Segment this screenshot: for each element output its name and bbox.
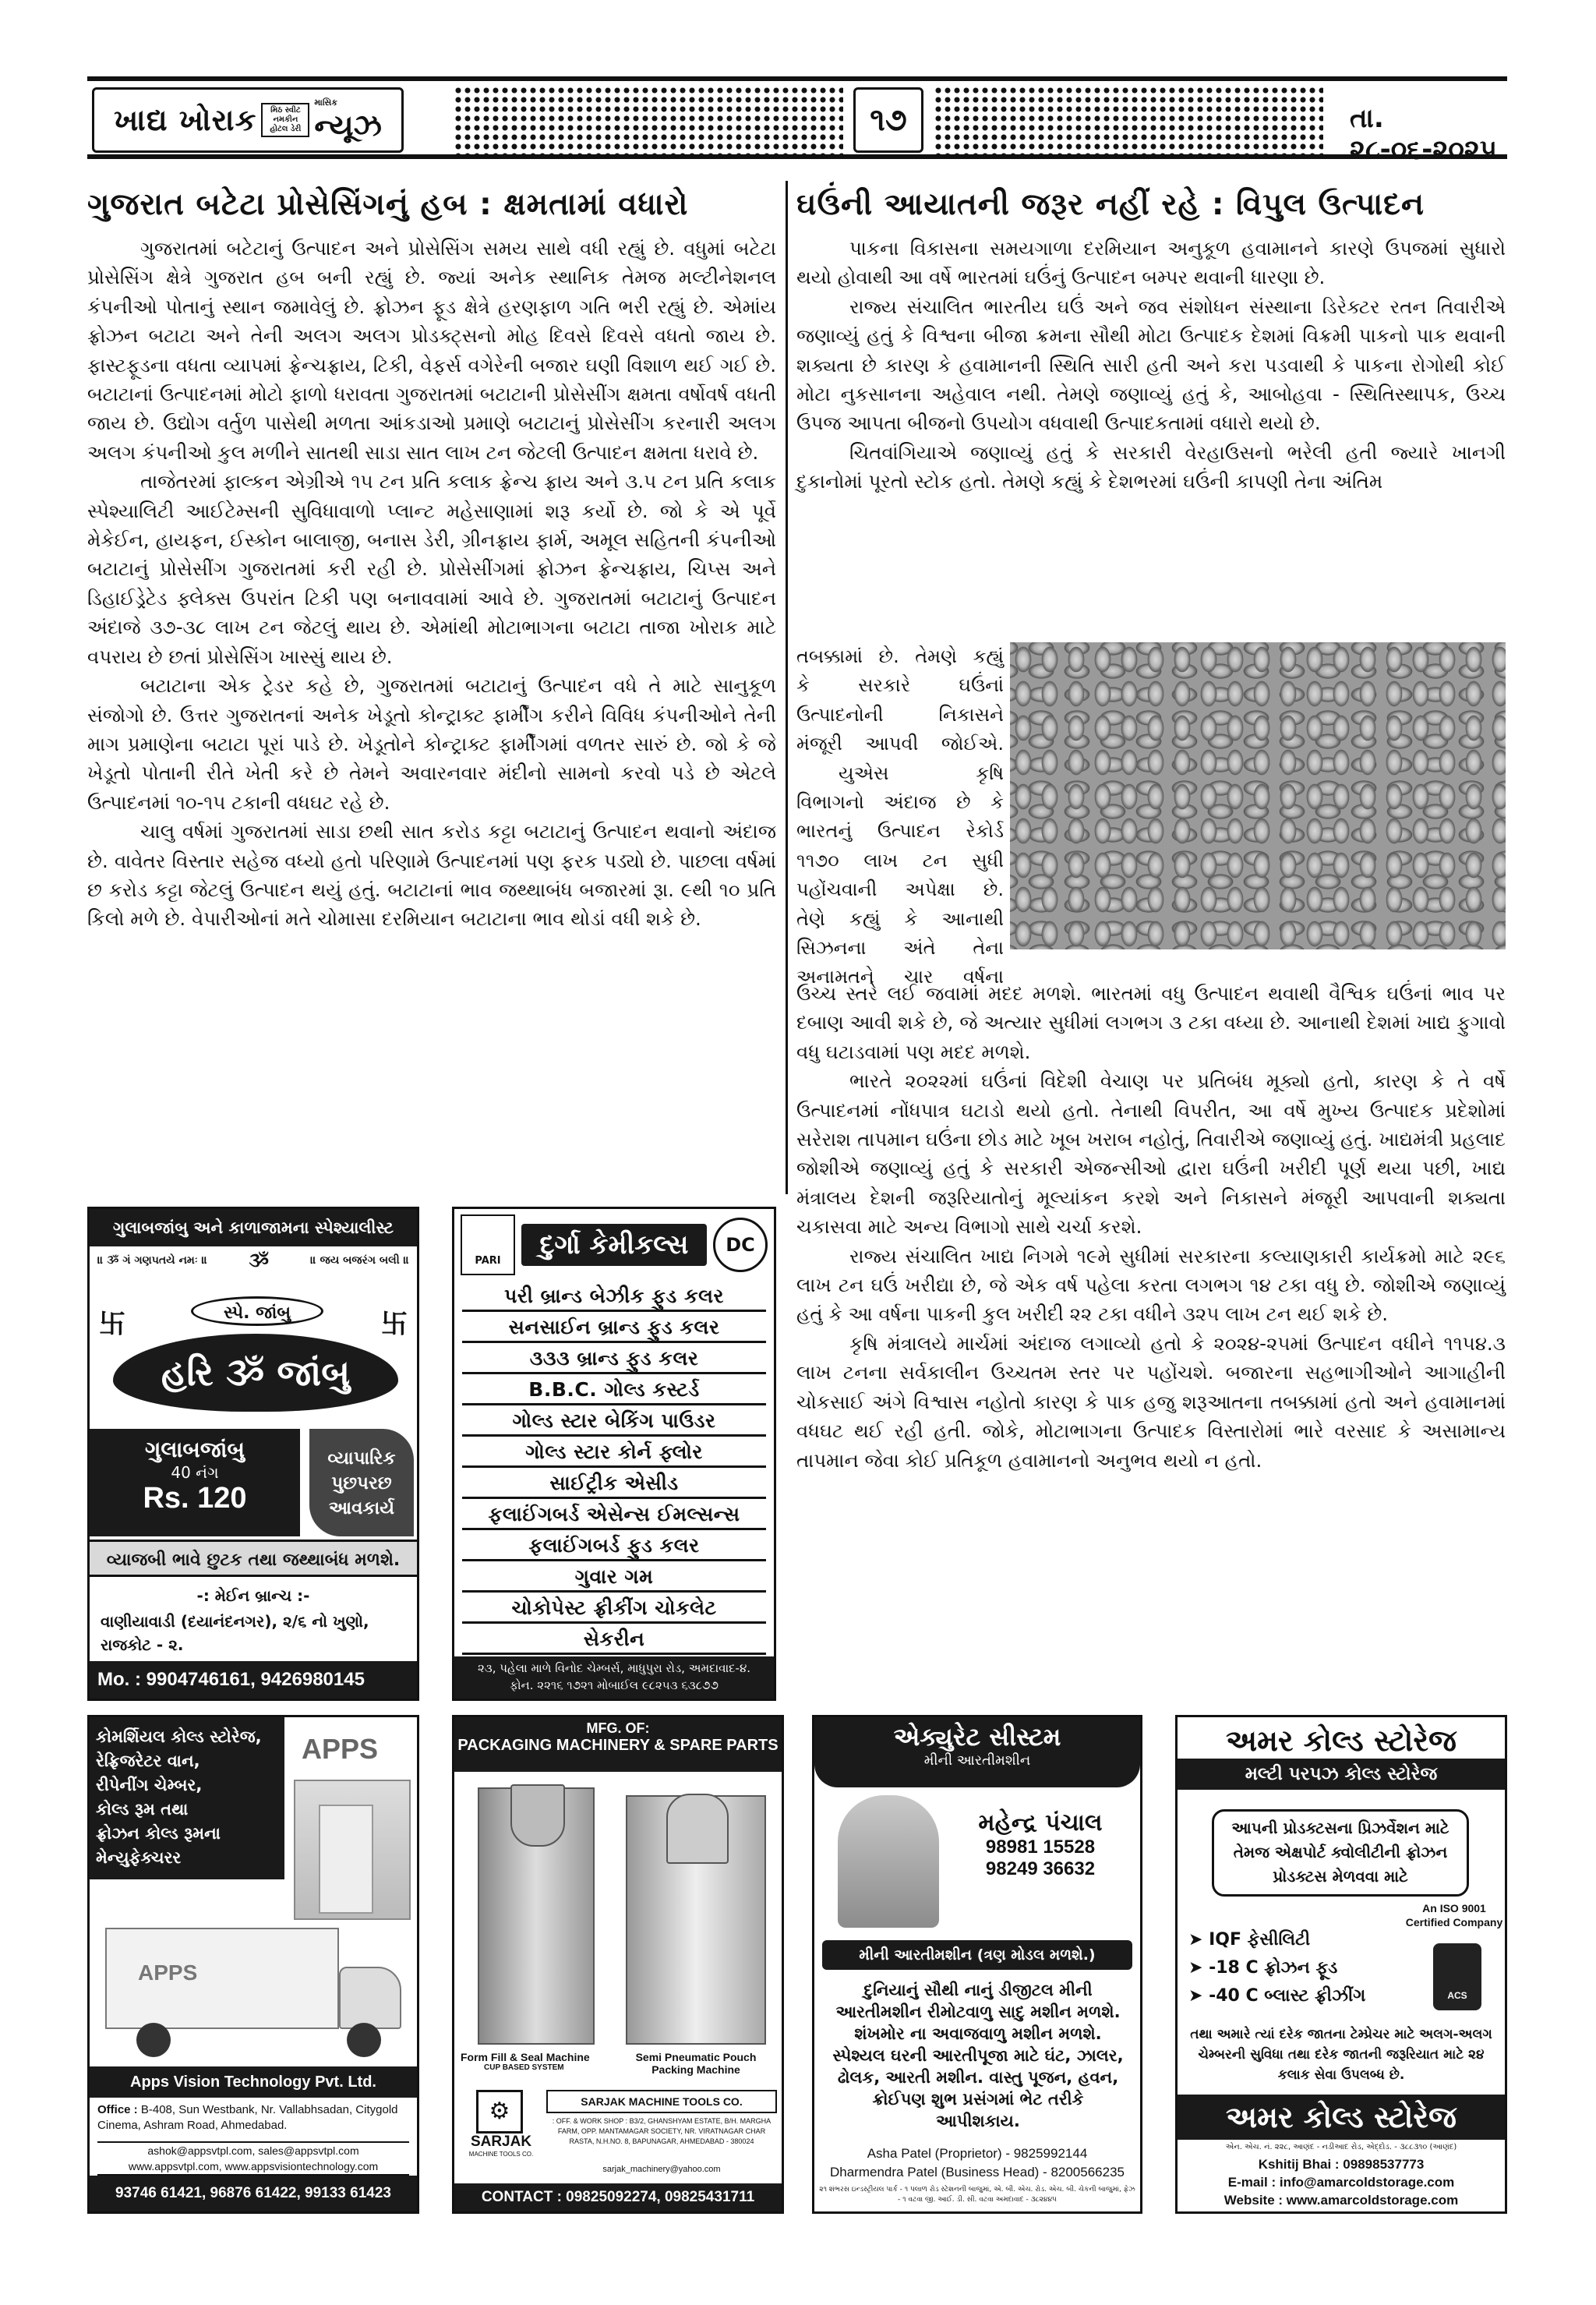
logo-text: SARJAK xyxy=(470,2134,532,2150)
shop-address: વાણીયાવાડી (દયાનંદનગર), ૨/૬ નો ખુણો, રાજકોટ - ૨. xyxy=(101,1612,369,1654)
accurate-system-ad xyxy=(812,1715,1142,2214)
product-name: ગુલાબજાંબુ xyxy=(144,1437,245,1462)
branch-label: -: મેઈન બ્રાન્ચ :- xyxy=(196,1586,310,1605)
person-photo xyxy=(838,1795,939,1928)
pari-logo: PARI xyxy=(461,1214,515,1275)
title-right: ન્યૂઝ xyxy=(314,108,382,143)
contact-phone: 93746 61421, 96876 61422, 99133 61423 xyxy=(90,2176,417,2211)
website: www.appsvtpl.com, www.appsvisiontechnology.com xyxy=(128,2160,379,2172)
logo-sub: MACHINE TOOLS CO. xyxy=(468,2151,534,2158)
subtitle: મલ્ટી પરપઝ કોલ્ડ સ્ટોરેજ xyxy=(1178,1759,1505,1790)
issue-date: તા. ૨૮-૦૬-૨૦૨૫ xyxy=(1350,103,1498,165)
caption-1 xyxy=(461,2051,609,2072)
list-item: B.B.C. ગોલ્ડ કસ્ટર્ડ xyxy=(462,1374,766,1405)
note: તથા અમારે ત્યાં દરેક જાતના ટેમ્પ્રેચર માટે અલગ-અલગ ચેમ્બરની સુવિધા તથા દરેક જાતની જરૂરિયાત માટે ૨૪ કલાક સેવા ઉપલબ્ધ છે. xyxy=(1190,2027,1492,2083)
phone-2: 98249 36632 xyxy=(985,1858,1096,1879)
paragraph: રાજ્ય સંચાલિત ખાદ્ય નિગમે ૧૯મે સુધીમાં સરકારના કલ્યાણકારી કાર્યક્રમો માટે ૨૯૬ લાખ ટન ઘઉં ખરીદ્યા છે, જે એક વર્ષ પહેલા કરતા લગભગ ૧૪ ટકા વધુ છે. જોશીએ જણાવ્યું હતું કે આ વર્ષના પાકની કુલ ખરીદી ૨૨ ટકા વધીને ૩૨૫ લાખ ટન થઈ શકે છે. xyxy=(796,1244,1506,1326)
address: ૨૩, પહેલા માળે વિનોદ ચેમ્બર્સ, માધુપુરા રોડ, અમદાવાદ-૪. xyxy=(477,1661,751,1675)
product-price: Rs. 120 xyxy=(143,1482,247,1515)
right-article-intro xyxy=(796,234,1506,497)
paragraph: ચિતવાંગિયાએ જણાવ્યું હતું કે સરકારી વેરહાઉસનો ભરેલી હતી જ્યારે ખાનગી દુકાનોમાં પૂરતો સ્ટોક હતો. તેમણે કહ્યું કે દેશભરમાં ઘઉંની કાપણી તેના અંતિમ xyxy=(796,440,1506,493)
text-line: સિઝનના અંતે તેના xyxy=(796,937,1004,960)
email: sarjak_machinery@yahoo.com xyxy=(602,2165,721,2174)
caption-2: Semi Pneumatic Pouch Packing Machine xyxy=(635,2051,757,2076)
text-line: તેણે કહ્યું કે આનાથી xyxy=(796,907,1004,930)
product-count: 40 નંગ xyxy=(171,1463,219,1482)
contact-1: Asha Patel (Proprietor) - 9825992144 xyxy=(867,2146,1088,2161)
gulabjambu-ad xyxy=(87,1207,419,1701)
office-address xyxy=(97,2102,409,2134)
text-line: ઉત્પાદનોની નિકાસને xyxy=(796,703,1004,726)
bottom-title: અમર કોલ્ડ સ્ટોરેજ xyxy=(1178,2095,1505,2140)
text-line: વિભાગનો અંદાજ છે કે xyxy=(796,791,1004,814)
contact-2: Dharmendra Patel (Business Head) - 8200566235 xyxy=(829,2165,1125,2179)
cold-room-image xyxy=(294,1780,411,1920)
left-article-title: ગુજરાત બટેટા પ્રોસેસિંગનું હબ : ક્ષમતામાં વધારો xyxy=(87,187,689,222)
apps-vision-ad xyxy=(87,1715,419,2214)
paragraph: કૃષિ મંત્રાલયે માર્ચમાં અંદાજ લગાવ્યો હતો કે ૨૦૨૪-૨૫માં ઉત્પાદન વધીને ૧૧૫૪.૩ લાખ ટનના સર્વકાલીન ઉચ્ચતમ સ્તર પર પહોંચશે. બજારના સહભાગીઓને આગાહીની ચોકસાઈ અંગે વિશ્વાસ નહોતો કારણ કે પાક હજુ શરૂઆતના તબક્કામાં હતો અને હવામાનમાં વધઘટ થઈ રહી હતી. જોકે, મોટાભાગના ઉત્પાદક વિસ્તારોમાં ભારે વરસાદ કે અસામાન્ય તાપમાન જેવા કોઈ પ્રતિકૂળ હવામાનનો અનુભવ થયો ન હતો. xyxy=(796,1331,1506,1472)
paragraph: તાજેતરમાં ફાલ્કન એગ્રીએ ૧૫ ટન પ્રતિ કલાક ફ્રેન્ચ ફ્રાય અને ૩.૫ ટન પ્રતિ કલાક સ્પેશ્યાલિટી આઈટેમ્સની સુવિધાવાળો પ્લાન્ટ મહેસાણામાં શરૂ કર્યો છે. જો કે એ પૂર્વે મેકેઈન, હાયફન, ઈસ્કોન બાલાજી, બનાસ ડેરી, ગ્રીનફ્રાય ફાર્મ, અમૂલ સહિતની કંપનીઓ બટાટાનું પ્રોસેસીંગ ગુજરાતમાં કરી રહી છે. પ્રોસેસીંગમાં ફ્રોઝન ફ્રેન્ચફ્રાય, ચિપ્સ અને ડિહાઈડ્રેટેડ ફ્લેક્સ ઉપરાંત ટિકી પણ બનાવવામાં આવે છે. ગુજરાતમાં બટાટાનું ઉત્પાદન અંદાજે ૩૭-૩૮ લાખ ટન જેટલું થાય છે. એમાંથી મોટાભાગના બટાટા તાજા ખોરાક માટે વપરાય છે છતાં પ્રોસેસિંગ ખાસ્સું થાય છે. xyxy=(87,470,776,668)
column-divider xyxy=(786,181,788,1194)
phone: ફોન. ૨૨૧૬ ૧૭૨૧ મોબાઈલ ૯૮૨૫૩ ૬૩૮૭૭ xyxy=(510,1678,719,1692)
sarjak-logo: ⚙ SARJAK MACHINE TOOLS CO. xyxy=(462,2090,540,2176)
masik-label: માસિક xyxy=(314,97,338,108)
paragraph: પાકના વિકાસના સમયગાળા દરમિયાન અનુકૂળ હવામાનને કારણે ઉપજમાં સુધારો થયો હોવાથી આ વર્ષે ભારતમાં ઘઉંનું ઉત્પાદન બમ્પર થવાની ધારણા છે. xyxy=(796,237,1506,289)
contacts xyxy=(1178,2155,1505,2209)
text-line: તબક્કામાં છે. તેમણે કહ્યું xyxy=(796,645,1004,667)
address-bar xyxy=(454,1656,774,1699)
contact-phone: CONTACT : 09825092274, 09825431711 xyxy=(454,2183,782,2211)
intro-box: આપની પ્રોડક્ટસના પ્રિઝર્વેશન માટે તેમજ એક્ષપોર્ટ ક્વોલીટીની ફ્રોઝન પ્રોડક્ટસ મેળવવા માટે xyxy=(1212,1809,1469,1897)
list-item: ફલાઈંગબર્ડ એસેન્સ ઈમલ્સન્સ xyxy=(462,1499,766,1530)
list-item: ગોલ્ડ સ્ટાર બેકિંગ પાઉડર xyxy=(462,1405,766,1437)
feature-item: ➤ -18 C ફ્રોઝન ફૂડ xyxy=(1188,1958,1338,1978)
ad-header xyxy=(814,1717,1140,1787)
wheel-icon xyxy=(136,2023,171,2057)
text-line: ભારતનું ઉત્પાદન રેકોર્ડ xyxy=(796,820,1004,843)
website: Website : www.amarcoldstorage.com xyxy=(1223,2193,1459,2208)
contacts xyxy=(814,2144,1140,2182)
person-name: મહેન્દ્ર પંચાલ xyxy=(978,1809,1103,1837)
caption-sub: CUP BASED SYSTEM xyxy=(484,2063,564,2072)
form-fill-machine-image xyxy=(478,1787,595,2045)
amar-cold-storage-ad xyxy=(1175,1715,1507,2214)
address: ૨૧ શંભરસ ઇન્ડસ્ટ્રીયલ પાર્ક - ૧ પલાળ રોડ સ્ટેશનની બાજુમાં, એ. બી. એચ. રોડ. એચ. બી. ચેકની બાજુમાં, ફેઝ - ૧ વટવા જી. આઈ. ડી. સી. વટવા અમદાવાદ - ૩૮૨૪૪૫ xyxy=(819,2186,1135,2204)
service-line: રીપેનીંગ ચેમ્બર, xyxy=(96,1776,203,1794)
paragraph: ઉચ્ચ સ્તરે લઈ જવામાં મદદ મળશે. ભારતમાં વધુ ઉત્પાદન થવાથી વૈશ્વિક ઘઉંનાં ભાવ પર દબાણ આવી શકે છે, જે અત્યાર સુધીમાં લગભગ ૩ ટકા વધ્યા છે. આનાથી દેશમાં ખાદ્ય ફુગાવો વધુ ઘટાડવામાં પણ મદદ મળશે. xyxy=(796,982,1506,1063)
publication-logo xyxy=(92,87,404,153)
swastika-icon: 卐 xyxy=(381,1309,408,1340)
company-name: એક્યુરેટ સીસ્ટમ xyxy=(893,1722,1061,1752)
description: દુનિયાનું સૌથી નાનું ડીજીટલ મીની આરતીમશીન રીમોટવાળુ સાદુ મશીન મળશે. શંખમોર ના અવાજવાળુ મશીન મળશે. સ્પેશ્યલ ઘરની આરતીપૂજા માટે ઘંટ, ઝાલર, ઢોલક, આરતી મશીન. વાસ્તુ પૂજન, હવન, ક્રોઈપણ શુભ પ્રસંગમાં ભેટ તરીકે આપીશકાય. xyxy=(832,1981,1124,2130)
truck-image xyxy=(105,1928,339,2029)
swastika-icon: 卐 xyxy=(99,1309,125,1340)
acs-logo: ACS xyxy=(1433,1943,1481,2010)
paragraph: ચાલુ વર્ષમાં ગુજરાતમાં સાડા છથી સાત કરોડ કટ્ટા બટાટાનું ઉત્પાદન થવાનો અંદાજ છે. વાવેતર વિસ્તાર સહેજ વધ્યો હતો પરિણામે ઉત્પાદનમાં પણ ફરક પડ્યો છે. પાછલા વર્ષમાં છ કરોડ કટ્ટા જેટલું ઉત્પાદન થયું હતું. બટાટાનાં ભાવ જથ્થાબંધ બજારમાં રૂા. ૯થી ૧૦ પ્રતિ કિલો મળે છે. વેપારીઓનાં મતે ચોમાસા દરમિયાન બટાટાના ભાવ થોડાં વધી શકે છે. xyxy=(87,820,776,931)
office-text: B-408, Sun Westbank, Nr. Vallabhsadan, Citygold Cinema, Ashram Road, Ahmedabad. xyxy=(97,2103,398,2132)
text-line: ૧૧૭૦ લાખ ટન સુધી xyxy=(796,849,1004,871)
text-line: કે સરકારે ઘઉંનાં xyxy=(796,674,1004,697)
service-line: મેન્યુફેક્ચરર xyxy=(96,1848,182,1867)
list-item: ચોકોપેસ્ટ ફ્રીકીંગ ચોકલેટ xyxy=(462,1593,766,1624)
list-item: સાઈટ્રીક એસીડ xyxy=(462,1468,766,1499)
feature-text: -18 C ફ્રોઝન ફૂડ xyxy=(1209,1958,1338,1978)
list-item: પરી બ્રાન્ડ બેઝીક ફુડ કલર xyxy=(462,1281,766,1312)
list-item: સેકરીન xyxy=(462,1624,766,1655)
brand-name: હરિ ૐ જાંબુ xyxy=(113,1334,398,1412)
phone-1: 98981 15528 xyxy=(985,1837,1096,1858)
wheat-grains-image xyxy=(1010,642,1506,949)
feature-text: -40 C બ્લાસ્ટ ફ્રીઝીંગ xyxy=(1209,1986,1366,2006)
mantra-left: ॥ ૐ ગં ગણપતયે નમઃ ॥ xyxy=(97,1254,208,1267)
paragraph: રાજ્ય સંચાલિત ભારતીય ઘઉં અને જવ સંશોધન સંસ્થાના ડિરેક્ટર રતન તિવારીએ જણાવ્યું હતું કે વિશ્વના બીજા ક્રમના સૌથી મોટા ઉત્પાદક દેશમાં વિક્રમી પાકનો પાક થવાની શક્યતા છે કારણ કે હવામાનની સ્થિતિ સારી હતી અને કરા પડવાથી કે પાકના રોગોથી કોઈ મોટા નુકસાનના અહેવાલ નથી. તેમણે જણાવ્યું હતું કે, આબોહવા - સ્થિતિસ્થાપક, ઉચ્ચ ઉપજ આપતા બીજનો ઉપયોગ વધવાથી ઉત્પાદકતામાં વધારો થયો છે. xyxy=(796,295,1506,435)
product-list xyxy=(454,1281,774,1655)
dc-logo: DC xyxy=(713,1218,768,1272)
paragraph: ગુજરાતમાં બટેટાનું ઉત્પાદન અને પ્રોસેસિંગ સમય સાથે વધી રહ્યું છે. વધુમાં બટેટા પ્રોસેસિંગ ક્ષેત્રે ગુજરાત હબ બની રહ્યું છે. જ્યાં અનેક સ્થાનિક તેમજ મલ્ટીનેશનલ કંપનીઓ પોતાનું સ્થાન જમાવેલું છે. ફ્રોઝન ફૂડ ક્ષેત્રે હરણફાળ ગતિ ભરી રહ્યું છે. એમાંય ફ્રોઝન બટાટા અને તેની અલગ અલગ પ્રોડક્ટ્સનો મોહ દિવસે દિવસે વધતો જાય છે. ફાસ્ટફૂડના વધતા વ્યાપમાં ફ્રેન્ચફ્રાય, ટિકી, વેફર્સ વગેરેની બજાર ઘણી વિશાળ થઈ ગઈ છે. બટાટાનાં ઉત્પાદનમાં મોટો ફાળો ધરાવતા ગુજરાતમાં બટાટાની પ્રોસેસીંગ ક્ષમતા વર્ષોવર્ષ વધતી જાય છે. ઉદ્યોગ વર્તુળ પાસેથી મળતા આંકડાઓ પ્રમાણે બટાટાનું પ્રોસેસીંગ કરનારી અલગ અલગ કંપનીઓ કુલ મળીને સાતથી સાડા સાત લાખ ટન જેટલી ઉત્પાદન ક્ષમતા ધરાવે છે. xyxy=(87,237,776,464)
models-label: મીની આરતીમશીન (ત્રણ મોડલ મળશે.) xyxy=(822,1940,1132,1970)
feature-text: IQF ફેસીલિટી xyxy=(1209,1930,1311,1950)
left-article-body xyxy=(87,234,776,934)
list-item: ગુવાર ગમ xyxy=(462,1561,766,1593)
wheel-icon xyxy=(347,2023,381,2057)
feature-item: ➤ -40 C બ્લાસ્ટ ફ્રીઝીંગ xyxy=(1188,1986,1366,2006)
ad-header: ગુલાબજાંબુ અને કાળાજામના સ્પેશ્યાલીસ્ટ xyxy=(90,1209,417,1246)
contact-phone: Mo. : 9904746161, 9426980145 xyxy=(90,1661,417,1699)
mfg-label: MFG. OF: xyxy=(586,1720,650,1736)
price-box xyxy=(90,1429,300,1536)
company-name: SARJAK MACHINE TOOLS CO. xyxy=(546,2090,777,2113)
masthead-dot-pattern xyxy=(454,86,843,156)
text-line: પહોંચવાની અપેક્ષા છે. xyxy=(796,879,1004,901)
wholesale-badge: વ્યાપારિક પુછપરછ આવકાર્ય xyxy=(309,1429,414,1536)
paragraph: ભારતે ૨૦૨૨માં ઘઉંનાં વિદેશી વેચાણ પર પ્રતિબંધ મૂક્યો હતો, કારણ કે તે વર્ષે ઉત્પાદનમાં નોંધપાત્ર ઘટાડો થયો હતો. તેનાથી વિપરીત, આ વર્ષે મુખ્ય ઉત્પાદક પ્રદેશોમાં સરેરાશ તાપમાન ઘઉંના છોડ માટે ખૂબ ખરાબ નહોતું, તિવારીએ જણાવ્યું હતું. ખાદ્યમંત્રી પ્રહલાદ જોશીએ જણાવ્યું હતું કે સરકારી એજન્સીઓ દ્વારા ઘઉંની ખરીદી પૂર્ણ થયા પછી, ખાદ્ય મંત્રાલય દેશની જરૂરિયાતોનું મૂલ્યાંકન કરશે અને નિકાસને મંજૂરી આપવાની શક્યતા ચકાસવા માટે અન્ય વિભાગો સાથે ચર્ચા કરશે. xyxy=(796,1069,1506,1239)
address: : OFF. & WORK SHOP : B3/2, GHANSHYAM ESTATE, B/H. MARGHA FARM, OPP. MANTAMAGAR SOCIETY, NR. VIRATNAGAR CHAR RASTA, N.H.NO. 8, BAPUNAGAR, AHMEDABAD - 380024 xyxy=(552,2117,772,2145)
caption: Form Fill & Seal Machine xyxy=(461,2051,590,2063)
right-article-beside-image xyxy=(796,642,1004,992)
apps-logo: APPS xyxy=(302,1733,379,1765)
masthead xyxy=(87,76,1507,165)
list-item: સનસાઈન બ્રાન્ડ ફુડ કલર xyxy=(462,1312,766,1343)
paragraph: બટાટાના એક ટ્રેડર કહે છે, ગુજરાતમાં બટાટાનું ઉત્પાદન વધે તે માટે સાનુકૂળ સંજોગો છે. ઉત્તર ગુજરાતનાં અનેક ખેડૂતો કોન્ટ્રાક્ટ ફાર્મીંગ કરીને વિવિધ કંપનીઓને તેની માગ પ્રમાણેના બટાટા પૂરાં પાડે છે. ખેડૂતોને કોન્ટ્રાક્ટ ફાર્મીંગમાં વળતર સારું છે. જો કે જે ખેડૂતો પોતાની રીતે ખેતી કરે છે તેમને અવારનવાર મંદીનો સામનો કરવો પડે છે એટલે ઉત્પાદનમાં ૧૦-૧૫ ટકાની વધઘટ રહે છે. xyxy=(87,674,776,814)
list-item: ૩૩૩ બ્રાન્ડ ફુડ કલર xyxy=(462,1343,766,1374)
title-small: મિઠ સ્વીટ નમકીન હોટલ ડેરી xyxy=(261,103,309,137)
ad-title: PACKAGING MACHINERY & SPARE PARTS xyxy=(457,1737,779,1754)
list-item: ગોલ્ડ સ્ટાર કોર્ન ફ્લોર xyxy=(462,1437,766,1468)
text-line: મંજૂરી આપવી જોઈએ. xyxy=(796,733,1004,755)
subtitle: મીની આરતીમશીન xyxy=(923,1752,1031,1769)
services-list xyxy=(90,1717,284,1879)
page-number: ૧૭ xyxy=(853,87,923,153)
durga-chemicals-ad xyxy=(452,1207,776,1701)
service-line: કોમર્શિયલ કોલ્ડ સ્ટોરેજ, xyxy=(96,1727,262,1746)
ad-header xyxy=(454,1717,782,1772)
service-line: કોલ્ડ રૂમ તથા xyxy=(96,1800,189,1819)
company-name: દુર્ગા કેમીકલ્સ xyxy=(521,1224,707,1266)
special-label: સ્પે. જાંબુ xyxy=(191,1296,323,1326)
om-symbol: ૐ xyxy=(249,1250,270,1271)
email: ashok@appsvtpl.com, sales@appsvtpl.com xyxy=(147,2144,359,2157)
feature-item: ➤ IQF ફેસીલિટી xyxy=(1188,1930,1311,1950)
service-line: ફ્રોઝન કોલ્ડ રૂમના xyxy=(96,1824,221,1843)
company-name: Apps Vision Technology Pvt. Ltd. xyxy=(90,2066,417,2098)
contact-block xyxy=(947,1809,1134,1880)
email: E-mail : info@amarcoldstorage.com xyxy=(1227,2175,1455,2190)
company-name: અમર કોલ્ડ સ્ટોરેજ xyxy=(1226,1723,1457,1758)
office-label: Office : xyxy=(97,2103,138,2116)
contact-info xyxy=(97,2141,409,2176)
pouch-machine-image xyxy=(626,1795,766,2045)
masthead-dot-pattern-right xyxy=(934,86,1323,156)
truck-logo: APPS xyxy=(138,1960,198,1985)
text-line: યુએસ કૃષિ xyxy=(839,762,1004,784)
iso-label: An ISO 9001 Certified Company xyxy=(1405,1902,1503,1928)
right-article-title: ઘઉંની આયાતની જરૂર નહીં રહે : વિપુલ ઉત્પાદન xyxy=(796,187,1425,222)
retail-note: વ્યાજબી ભાવે છુટક તથા જથ્થાબંધ મળશે. xyxy=(90,1540,417,1577)
features-list xyxy=(1188,1926,1365,2010)
address: એન. એચ. નં. ૨૨૮, આણંદ - નડીઆદ રોડ, એદ્દોડ. - ૩૮૮૩૧૦ (આણંદ) xyxy=(1225,2143,1457,2151)
service-line: રેફ્રિજરેટર વાન, xyxy=(96,1752,200,1770)
mantra-right: ॥ જય બજરંગ બલી ॥ xyxy=(310,1254,409,1267)
sarjak-ad xyxy=(452,1715,784,2214)
truck-cab xyxy=(339,1967,401,2029)
text-line: અનામતને ચાર વર્ષના xyxy=(796,966,1004,988)
list-item: ફલાઈંગબર્ડ ફુડ કલર xyxy=(462,1530,766,1561)
right-article-continued xyxy=(796,979,1506,1475)
contact-person: Kshitij Bhai : 09898537773 xyxy=(1258,2157,1425,2172)
title-left: ખાદ્ય ખોરાક xyxy=(114,102,257,137)
